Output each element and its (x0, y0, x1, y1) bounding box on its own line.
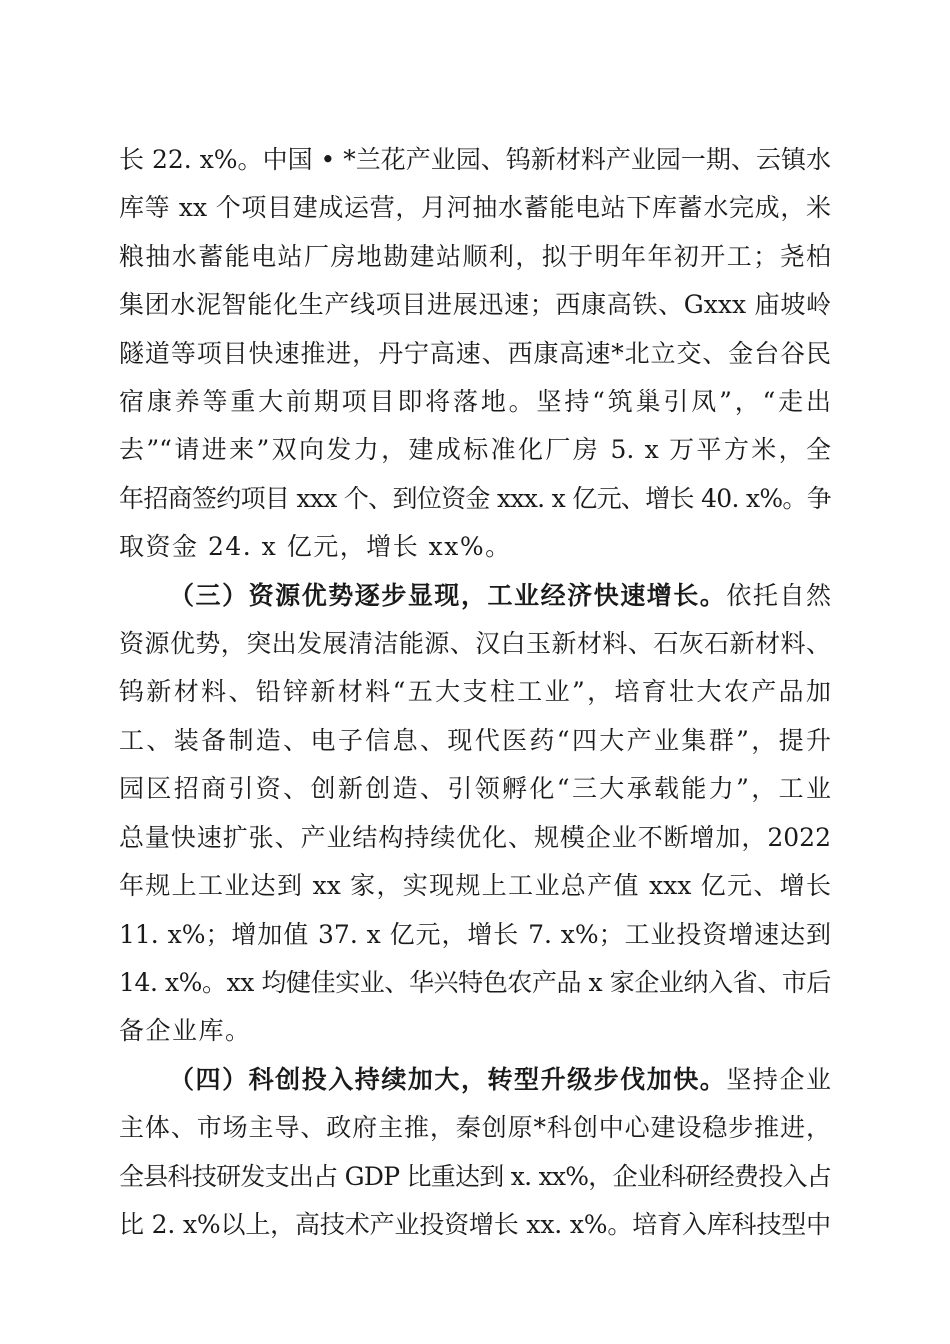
text-line: 取资金 24. x 亿元，增长 xx%。 (119, 532, 512, 562)
text-line: 长 22. x%。中国 • *兰花产业园、钨新材料产业园一期、云镇水 (119, 145, 831, 174)
text-line: 比 2. x%以上，高技术产业投资增长 xx. x%。培育入库科技型中 (119, 1209, 831, 1239)
section-heading: （三）资源优势逐步显现，工业经济快速增长。 (169, 580, 727, 610)
section-heading: （四）科创投入持续加大，转型升级步伐加快。 (169, 1064, 727, 1094)
text-line: 资源优势，突出发展清洁能源、汉白玉新材料、石灰石新材料、 (119, 629, 831, 659)
text-line: 备企业库。 (119, 1016, 252, 1046)
body-text (119, 136, 831, 1249)
text-line: 全县科技研发支出占 GDP 比重达到 x. xx%，企业科研经费投入占 (119, 1161, 831, 1191)
text-line: 年招商签约项目 xxx 个、到位资金 xxx. x 亿元、增长 40. x%。争 (119, 483, 831, 513)
paragraph-innovation (119, 1056, 831, 1250)
text-line: 粮抽水蓄能电站厂房地勘建站顺利，拟于明年年初开工；尧柏 (119, 241, 831, 271)
text-line: 工、装备制造、电子信息、现代医药“四大产业集群”，提升 (119, 725, 831, 755)
text-line: 宿康养等重大前期项目即将落地。坚持“筑巢引凤”，“走出 (119, 387, 831, 417)
text-line: 11. x%；增加值 37. x 亿元，增长 7. x%；工业投资增速达到 (119, 919, 831, 949)
paragraph-industry (119, 572, 831, 1056)
text-line: 库等 xx 个项目建成运营，月河抽水蓄能电站下库蓄水完成，米 (119, 193, 831, 223)
text-line: 总量快速扩张、产业结构持续优化、规模企业不断增加，2022 (119, 822, 831, 852)
text-line: 隧道等项目快速推进，丹宁高速、西康高速*北立交、金台谷民 (119, 338, 831, 368)
text-run: 坚持企业 (726, 1064, 831, 1094)
text-line: 年规上工业达到 xx 家，实现规上工业总产值 xxx 亿元、增长 (119, 871, 831, 901)
text-line (119, 572, 831, 620)
text-line (119, 1056, 831, 1104)
text-line: 去”“请进来”双向发力，建成标准化厂房 5. x 万平方米，全 (119, 435, 831, 465)
text-run: 依托自然 (726, 580, 831, 610)
text-line: 钨新材料、铅锌新材料“五大支柱工业”，培育壮大农产品加 (119, 677, 831, 707)
paragraph-investment (119, 136, 831, 572)
text-line: 集团水泥智能化生产线项目进展迅速；西康高铁、Gxxx 庙坡岭 (119, 290, 831, 320)
text-line: 主体、市场主导、政府主推，秦创原*科创中心建设稳步推进， (119, 1113, 831, 1143)
text-line: 园区招商引资、创新创造、引领孵化“三大承载能力”，工业 (119, 774, 831, 804)
text-line: 14. x%。xx 均健佳实业、华兴特色农产品 x 家企业纳入省、市后 (119, 967, 831, 997)
